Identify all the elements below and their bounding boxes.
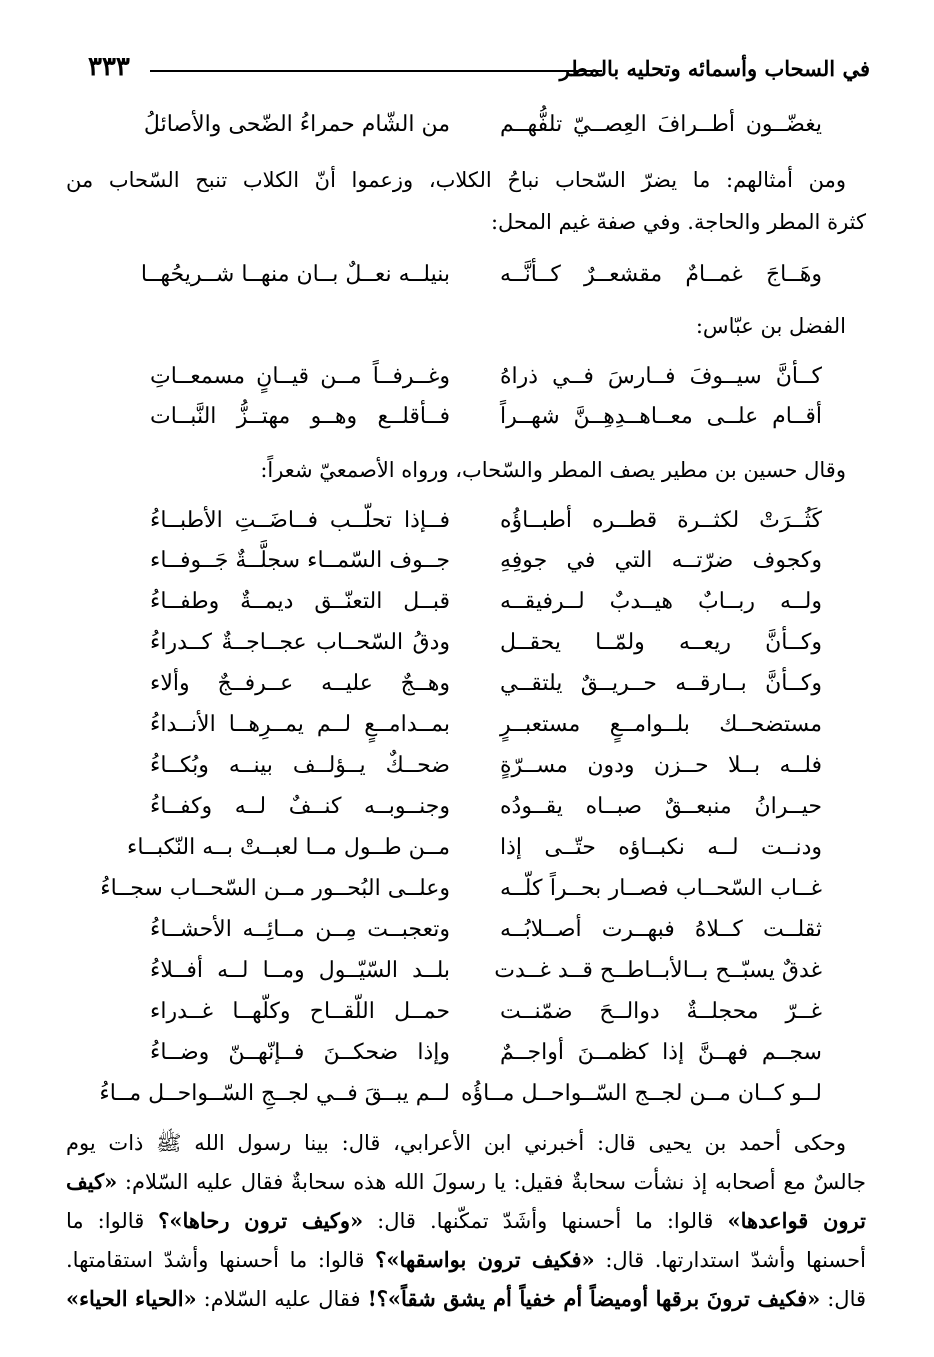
verse-first-hemistich: كــأنَّ سيــوفَ فــارسَ فــي ذراهُ	[500, 364, 822, 389]
verse-line	[120, 630, 822, 668]
verse-second-hemistich: مــن طــول مــا لعبــتْ بــه النّكبــاء	[127, 835, 450, 860]
verse-line	[120, 589, 822, 627]
prose-line: وحكى أحمد بن يحيى قال: أخبرني ابن الأعرابي، قال: بينا رسول الله ﷺ ذات يوم	[66, 1131, 846, 1155]
verse-first-hemistich: ودنــت لــه نكبــاؤه حتّــى إذا	[500, 835, 822, 860]
verse-second-hemistich: حمــل اللّقــاح وكلّهــا غــدراء	[150, 999, 450, 1024]
verse-first-hemistich: كَثُــرَتْ لكثــرة قطــره أطبــاؤُه	[500, 508, 822, 533]
verse-line	[120, 712, 822, 750]
prose-segment: قالوا: ما أحسنها وأشَدّ تمكّنها. قال:	[363, 1209, 728, 1233]
verse-first-hemistich: مستضحــك بلــوامــعٍ مستعبــرٍ	[500, 712, 822, 737]
verse-second-hemistich: وإذا ضحكــنَ فــإنّهــنّ وضــاءُ	[150, 1040, 450, 1065]
verse-line	[120, 508, 822, 546]
verse-line	[120, 112, 822, 150]
verse-first-hemistich: غــاب السّحــاب فصــار بحــراً كلّــه	[500, 876, 822, 901]
verse-first-hemistich: يغضّــون أطــرافَ العِصــيّ تلفُّهــم	[500, 112, 822, 137]
verse-second-hemistich: وغــرفــاً مــن قيــانٍ مسمعــاتِ	[150, 364, 450, 389]
verse-line	[120, 262, 822, 300]
verse-first-hemistich: ثقلــت كــلاهُ فبهــرت أصــلابُــه	[500, 917, 822, 942]
verse-second-hemistich: بنيلــه نعــلٌ بــان منهــا شــريحُهــا	[140, 262, 450, 287]
verse-line	[120, 364, 822, 402]
prose-segment: جالسٌ مع أصحابه إذ نشأت سحابةٌ فقيل: يا رسولَ الله هذه سحابةٌ فقال عليه السّلام:	[117, 1170, 866, 1194]
prose-line	[66, 1247, 866, 1272]
hadith-quote: «الحياء الحياء»	[66, 1286, 197, 1311]
prose-segment: قال:	[820, 1287, 866, 1311]
verse-line	[120, 548, 822, 586]
verse-line	[120, 794, 822, 832]
verse-line	[120, 1040, 822, 1078]
verse-second-hemistich: ودقُ السّحــاب عجــاجــةٌ كــدراءُ	[150, 630, 450, 655]
prose-segment: أحسنها وأشدّ استدارتها. قال:	[594, 1248, 866, 1272]
verse-second-hemistich: فــأقلــع وهــو مهتــزُّ النَّبــات	[150, 404, 450, 429]
verse-first-hemistich: وكــأنَّ بــارقــه حــريــقٌ يلتقــي	[500, 671, 822, 696]
verse-second-hemistich: قبــل التعنّــق ديمــةٌ وطفــاءُ	[150, 589, 450, 614]
verse-line	[120, 835, 822, 873]
verse-first-hemistich: سجــم فهــنَّ إذا كظمــنَ أواجــمٌ	[500, 1040, 822, 1065]
verse-second-hemistich: وهــجٌ عليــه عــرفــجٌ وألاء	[150, 671, 450, 696]
verse-first-hemistich: فلــه بــلا حــزن ودون مســرّةٍ	[500, 753, 822, 778]
verse-second-hemistich: ضحــكٌ يــؤلــف بينــه وبُكــاءُ	[150, 753, 450, 778]
hadith-quote: «وكيف ترون رحاها»؟	[158, 1208, 364, 1233]
verse-second-hemistich: بمــدامــعٍ لــم يمــرِهــا الأنــداءُ	[150, 712, 450, 737]
page-number: ٣٣٣	[88, 52, 130, 82]
verse-second-hemistich: لــم يبــقَ فــي لجــجِ السّــواحــل مــاءُ	[99, 1081, 450, 1106]
verse-line	[120, 917, 822, 955]
prose-segment: قالوا: ما أحسنها وأشدّ استقامتها.	[66, 1248, 376, 1272]
hadith-quote: «فكيف ترون بواسقها»؟	[375, 1247, 595, 1272]
prose-line	[66, 1208, 866, 1233]
running-header	[88, 50, 870, 94]
verse-second-hemistich: من الشّام حمراءُ الضّحى والأصائلُ	[143, 112, 450, 137]
verse-second-hemistich: بلــد السّيّــول ومــا لــه أفــلاءُ	[150, 958, 450, 983]
hadith-quote: «كيف	[66, 1169, 118, 1194]
verse-first-hemistich: وكجوف ضرّتــه التي في جوفِهِ	[500, 548, 822, 573]
prose-line: كثرة المطر والحاجة. وفي صفة غيم المحل:	[490, 210, 866, 234]
prose-line: ومن أمثالهم: ما يضرّ السّحاب نباحُ الكلاب، وزعموا أنّ الكلاب تنبح السّحاب من	[66, 168, 846, 192]
verse-first-hemistich: غدقٌ يسبّــح بــالأبــاطــح قــد غــدت	[494, 958, 822, 983]
verse-first-hemistich: أقــام علــى معــاهــدِهِــنَّ شهــراً	[500, 404, 822, 429]
verse-second-hemistich: وعلــى البُحــور مــن السّحــاب سجــاءُ	[100, 876, 450, 901]
verse-first-hemistich: وهَــاجَ غمــامٌ مقشعــرٌ كــأنَّــه	[500, 262, 822, 287]
verse-second-hemistich: جــوف السّمــاء سجلَّــةٌ جَــوفــاء	[150, 548, 450, 573]
prose-line	[66, 1286, 866, 1311]
chapter-title: في السحاب وأسمائه وتحليه بالمطر	[559, 56, 870, 81]
verse-line	[120, 958, 822, 996]
verse-first-hemistich: ولــه ربــابٌ هيــدبٌ لــرفيقــه	[500, 589, 822, 614]
prose-line	[66, 1169, 866, 1194]
verse-first-hemistich: لــو كــان مــن لجــج السّــواحــل مــاؤُه	[460, 1081, 822, 1106]
prose-line: وقال حسين بن مطير يصف المطر والسّحاب، ورواه الأصمعيّ شعراً:	[260, 458, 846, 482]
verse-line	[120, 753, 822, 791]
header-rule	[150, 70, 602, 72]
verse-line	[100, 876, 822, 914]
verse-first-hemistich: غــرّ محجلــةٌ دوالــحَ ضمّنــت	[500, 999, 822, 1024]
verse-second-hemistich: وجنــوبــه كنــفٌ لــه وكفــاءُ	[150, 794, 450, 819]
prose-line: الفضل بن عبّاس:	[695, 314, 846, 338]
verse-line	[120, 999, 822, 1037]
hadith-quote: «فكيف ترونَ برقها أوميضاً أم خفياً أم يشق شقاً»؟!	[367, 1286, 821, 1311]
verse-first-hemistich: وكــأنَّ ريعــه ولمّــا يحقــل	[500, 630, 822, 655]
verse-first-hemistich: حيــرانُ منبعــقٌ صبــاه يقــودُه	[500, 794, 822, 819]
prose-segment: فقال عليه السّلام:	[196, 1287, 368, 1311]
prose-segment: قالوا: ما	[66, 1209, 159, 1233]
verse-line	[99, 1081, 822, 1119]
hadith-quote: ترون قواعدها»	[727, 1208, 866, 1233]
verse-line	[120, 404, 822, 442]
verse-line	[120, 671, 822, 709]
verse-second-hemistich: وتعجبــت مِــن مــائِــه الأحشــاءُ	[150, 917, 450, 942]
verse-second-hemistich: فــإذا تحلّــب فــاضَــتِ الأطبــاءُ	[150, 508, 450, 533]
